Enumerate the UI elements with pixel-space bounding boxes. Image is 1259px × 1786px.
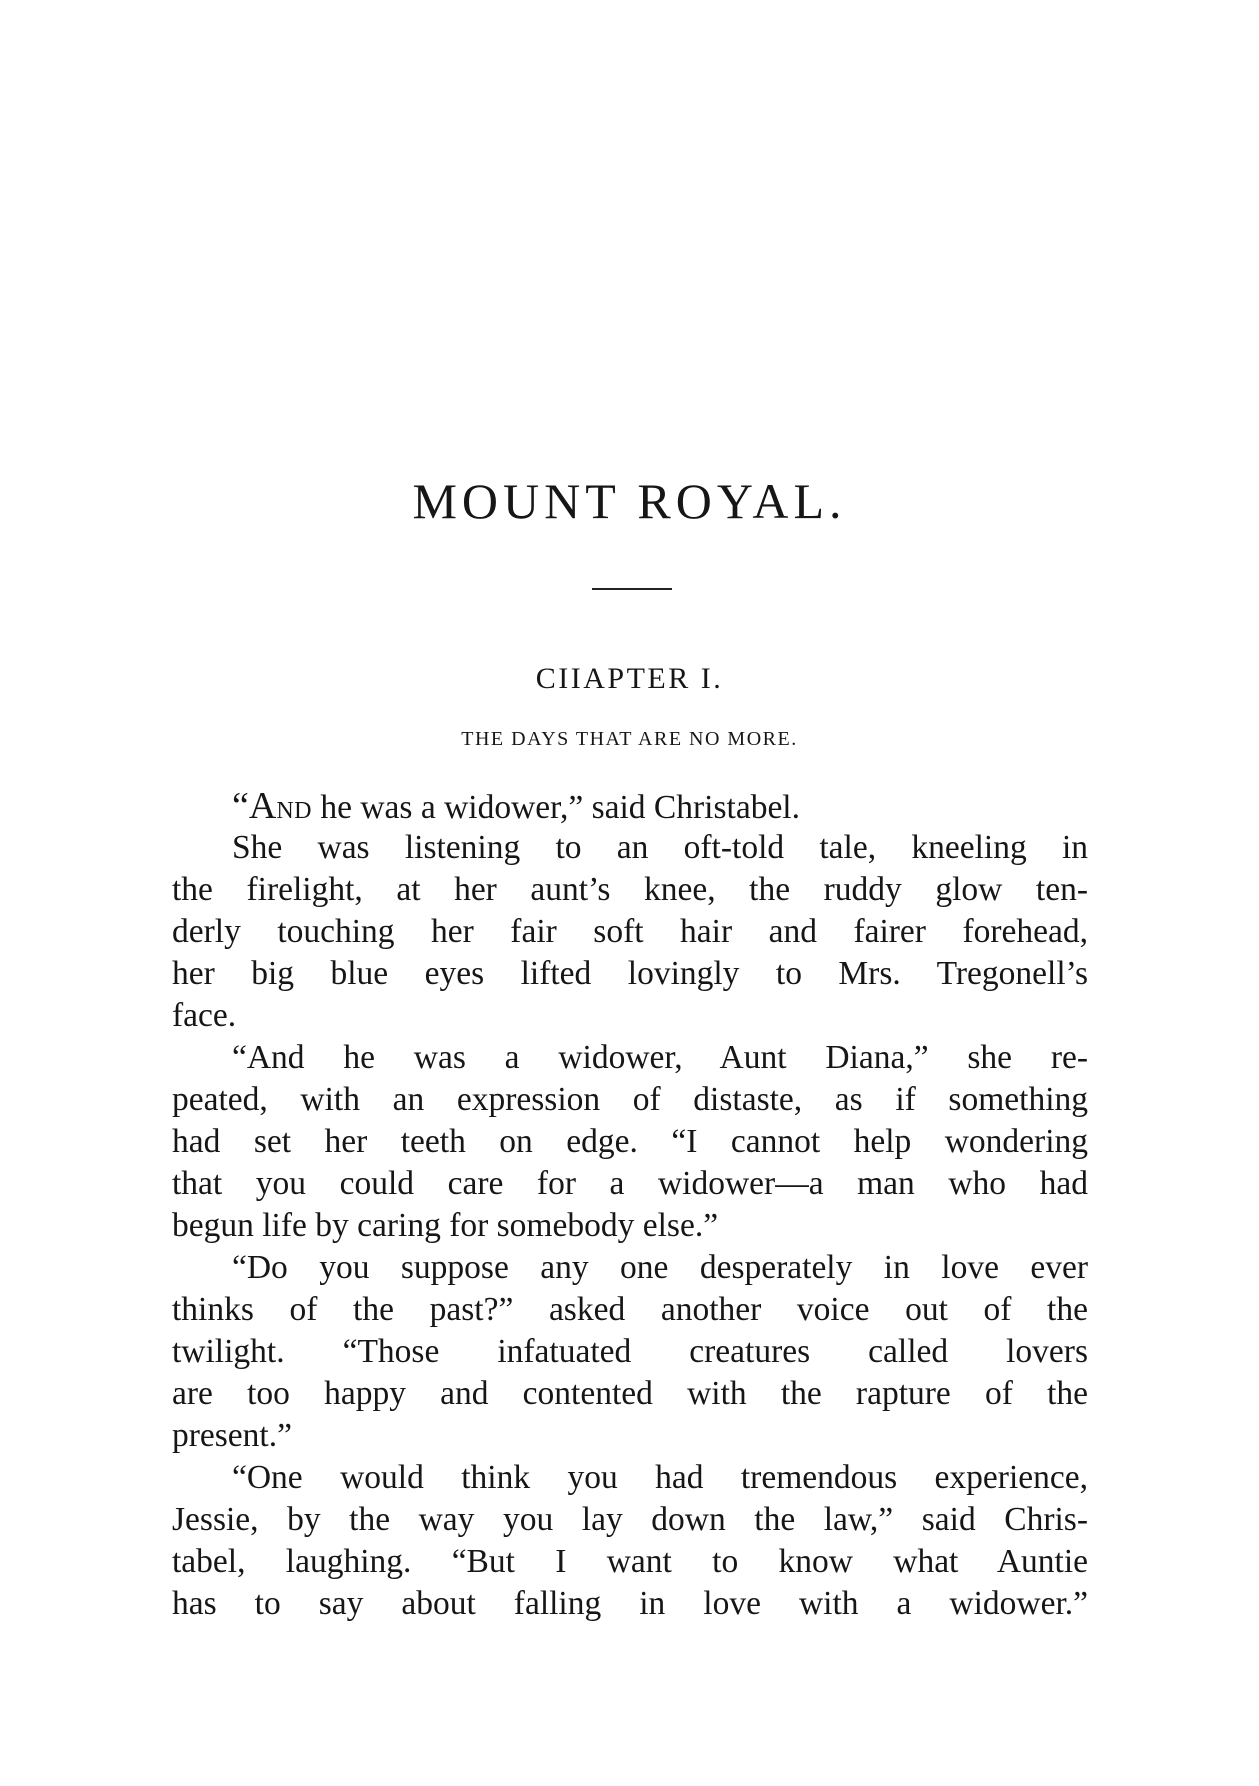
chapter-text bbox=[172, 785, 1088, 1625]
text-line: her big blue eyes lifted lovingly to Mrs. Tregonell’s bbox=[172, 955, 1088, 992]
text-line: “Do you suppose any one desperately in love ever bbox=[232, 1249, 1088, 1286]
text-line: begun life by caring for somebody else.” bbox=[172, 1207, 719, 1244]
opening-rest: he was a widower,” said Christabel. bbox=[312, 789, 800, 826]
title-rule bbox=[592, 588, 672, 590]
small-caps: ND bbox=[276, 798, 312, 824]
text-line: are too happy and contented with the rapture of the bbox=[172, 1375, 1088, 1412]
text-line: twilight. “Those infatuated creatures called lovers bbox=[172, 1333, 1088, 1370]
text-line: She was listening to an oft-told tale, kneeling in bbox=[232, 829, 1088, 866]
text-line: peated, with an expression of distaste, as if something bbox=[172, 1081, 1088, 1118]
text-line: has to say about falling in love with a widower.” bbox=[172, 1585, 1088, 1622]
text-line: present.” bbox=[172, 1417, 292, 1454]
book-title: MOUNT ROYAL. bbox=[412, 473, 847, 529]
text-line: derly touching her fair soft hair and fairer forehead, bbox=[172, 913, 1088, 950]
chapter-subtitle: THE DAYS THAT ARE NO MORE. bbox=[461, 728, 798, 750]
chapter-heading: CIIAPTER I. bbox=[535, 662, 724, 695]
text-line bbox=[172, 785, 1088, 827]
opening-quote: “ bbox=[232, 785, 249, 827]
text-line: that you could care for a widower—a man who had bbox=[172, 1165, 1088, 1202]
text-line: thinks of the past?” asked another voice out of the bbox=[172, 1291, 1088, 1328]
text-line: Jessie, by the way you lay down the law,” said Chris- bbox=[172, 1501, 1088, 1538]
text-line: “One would think you had tremendous experience, bbox=[232, 1459, 1088, 1496]
text-line: face. bbox=[172, 997, 237, 1034]
text-line: tabel, laughing. “But I want to know what Auntie bbox=[172, 1543, 1088, 1580]
drop-cap: A bbox=[248, 785, 277, 827]
text-line: the firelight, at her aunt’s knee, the ruddy glow ten- bbox=[172, 871, 1088, 908]
text-line: “And he was a widower, Aunt Diana,” she re- bbox=[232, 1039, 1088, 1076]
text-line: had set her teeth on edge. “I cannot help wondering bbox=[172, 1123, 1088, 1160]
